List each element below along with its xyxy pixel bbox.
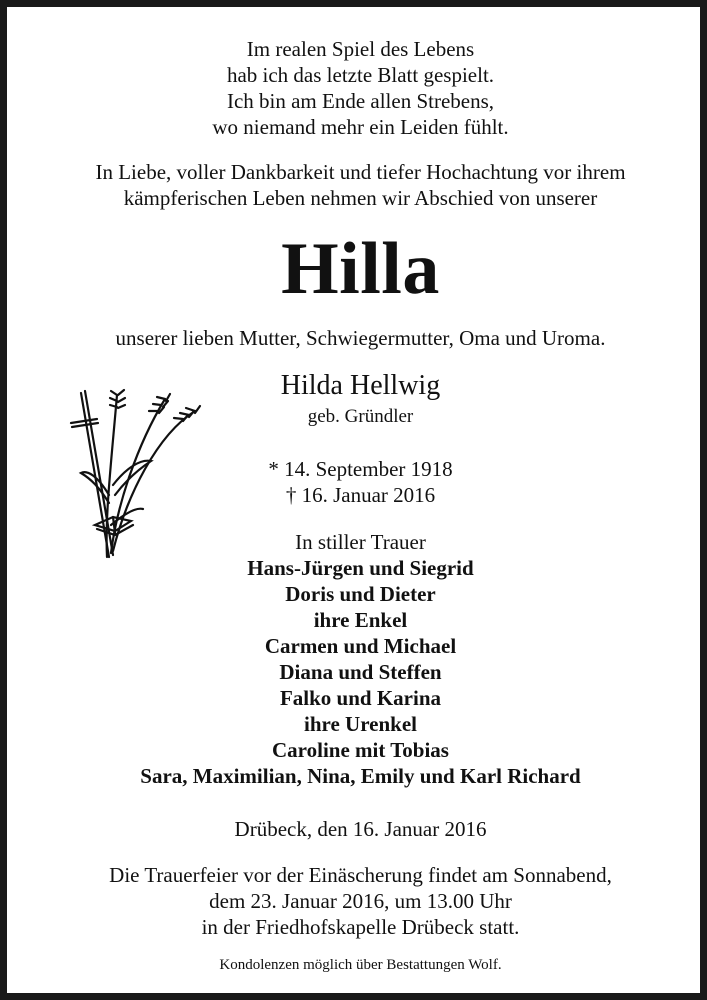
death-date: † 16. Januar 2016 <box>285 483 436 507</box>
mourner-line: ihre Urenkel <box>304 712 417 736</box>
funeral-line-3: in der Friedhofskapelle Drübeck statt. <box>201 915 520 939</box>
mourner-line: Hans-Jürgen und Siegrid <box>247 556 474 580</box>
intro-line-1: In Liebe, voller Dankbarkeit und tiefer Hochachtung vor ihrem <box>95 160 626 184</box>
birth-name: geb. Gründler <box>307 406 414 427</box>
nickname-heading: Hilla <box>281 228 440 310</box>
poem-line-2: hab ich das letzte Blatt gespielt. <box>226 63 495 87</box>
condolences-note: Kondolenzen möglich über Bestattungen Wolf. <box>219 957 502 973</box>
place-date: Drübeck, den 16. Januar 2016 <box>234 817 487 841</box>
mourner-line: Diana und Steffen <box>279 660 442 684</box>
mourner-line: Doris und Dieter <box>285 582 436 606</box>
funeral-line-1: Die Trauerfeier vor der Einäscherung findet am Sonnabend, <box>109 863 612 887</box>
mourner-line: Caroline mit Tobias <box>272 738 449 762</box>
funeral-line-2: dem 23. Januar 2016, um 13.00 Uhr <box>209 889 512 913</box>
relation-text: unserer lieben Mutter, Schwiegermutter, Oma und Uroma. <box>115 326 606 350</box>
intro-line-2: kämpferischen Leben nehmen wir Abschied von unserer <box>123 186 598 210</box>
poem-line-1: Im realen Spiel des Lebens <box>246 37 475 61</box>
mourners-heading: In stiller Trauer <box>295 530 426 554</box>
mourner-line: Falko und Karina <box>279 686 442 710</box>
mourner-line: Sara, Maximilian, Nina, Emily und Karl Richard <box>140 764 581 788</box>
birth-date: * 14. September 1918 <box>268 457 453 481</box>
poem-line-4: wo niemand mehr ein Leiden fühlt. <box>212 115 509 139</box>
mourner-line: ihre Enkel <box>313 608 408 632</box>
deceased-full-name: Hilda Hellwig <box>280 370 441 401</box>
mourner-line: Carmen und Michael <box>264 634 457 658</box>
poem-line-3: Ich bin am Ende allen Strebens, <box>226 89 495 113</box>
